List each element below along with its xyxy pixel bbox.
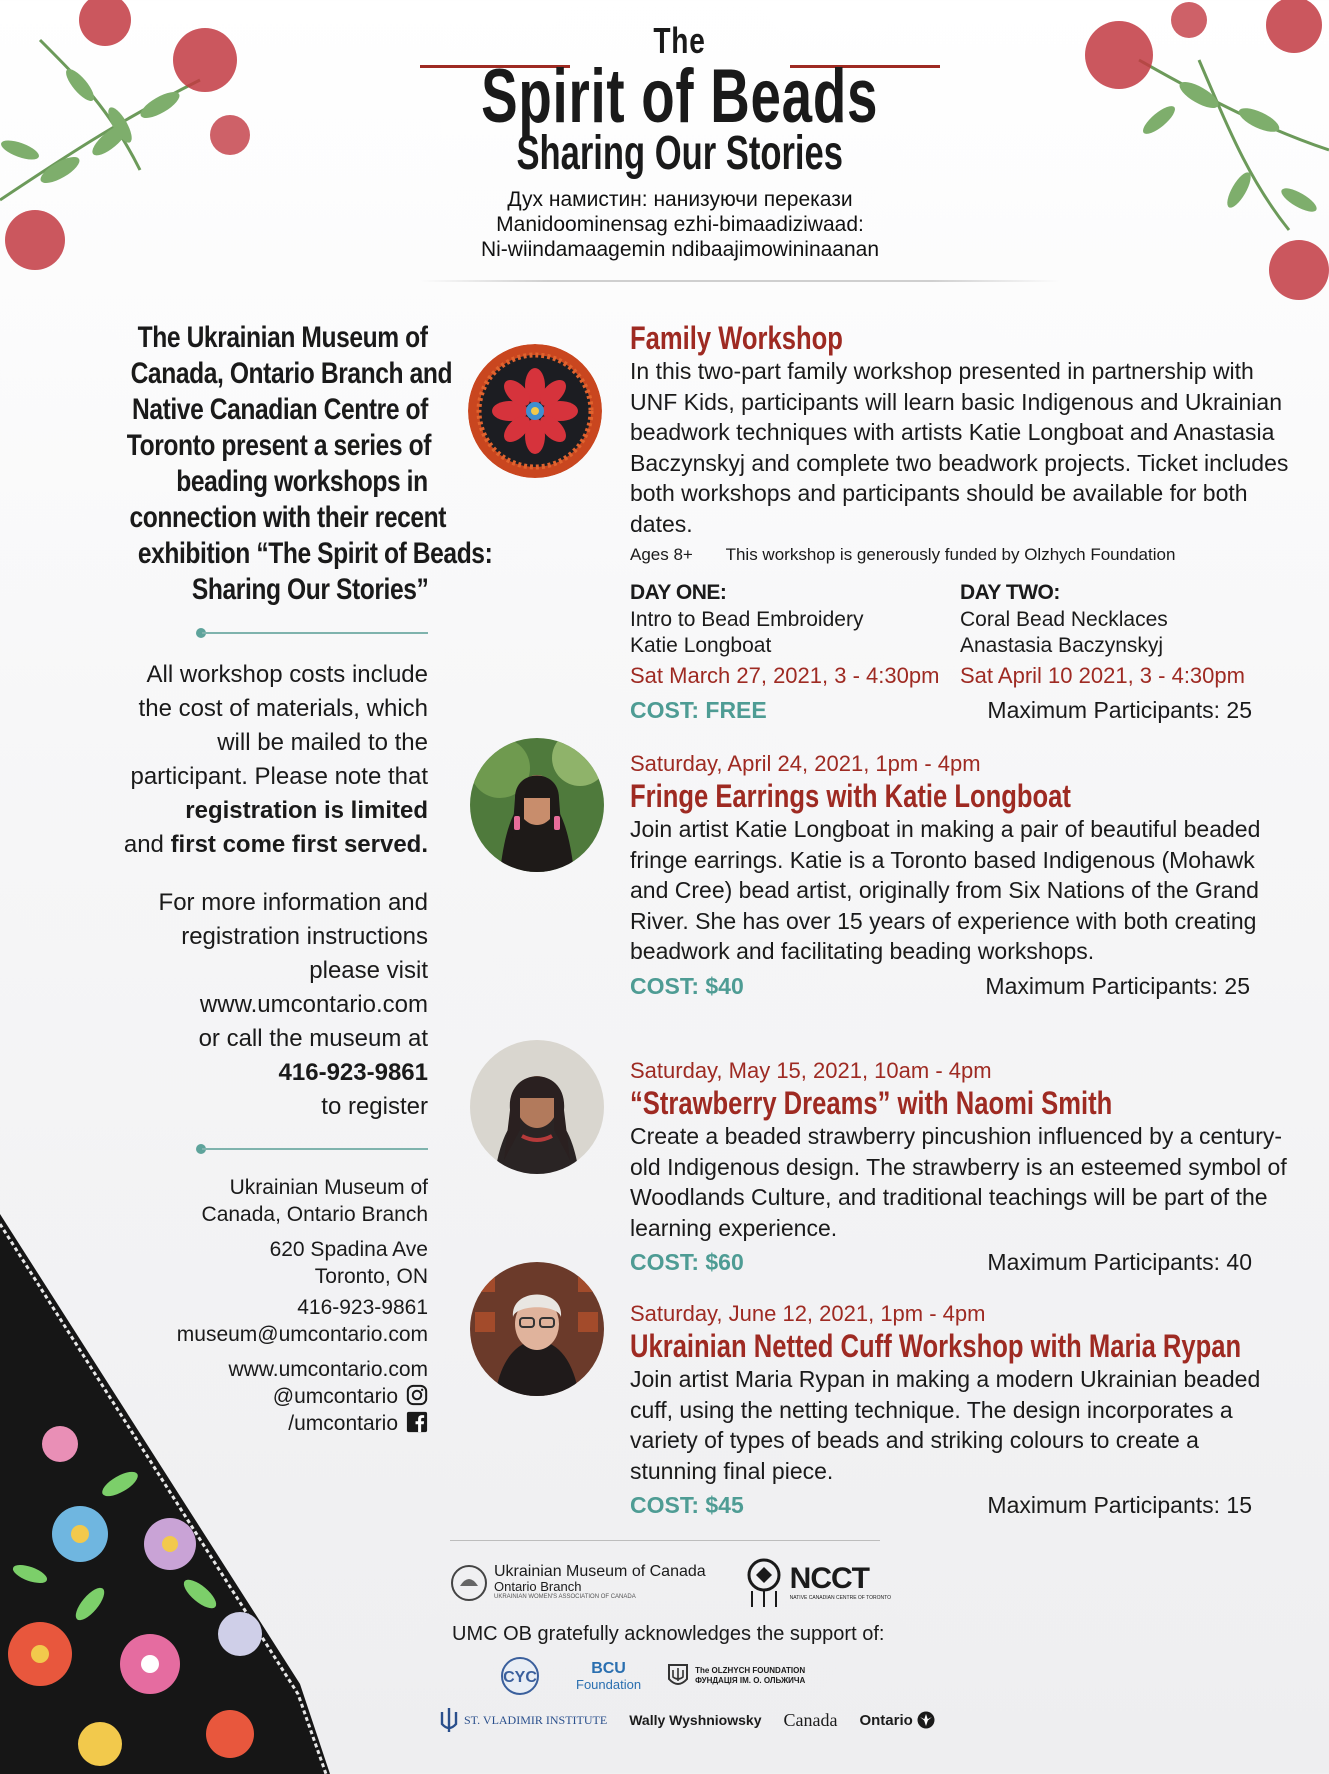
- ncct-logo: [744, 1557, 891, 1609]
- title-ukrainian: Дух намистин: нанизуючи перекази: [507, 188, 853, 211]
- street-address: 620 Spadina Ave: [269, 1238, 428, 1261]
- naomi-smith-portrait: [470, 1040, 604, 1174]
- sponsor-logos-row-2: [440, 1706, 1010, 1734]
- poster-header: [380, 20, 980, 262]
- title-ojibwe-2: Ni-wiindamaagemin ndibaajimowininaanan: [480, 238, 880, 261]
- canada-wordmark: Canada: [783, 1709, 838, 1730]
- ncct-subtitle: NATIVE CANADIAN CENTRE OF TORONTO: [789, 1595, 891, 1601]
- funding-note: This workshop is generously funded by Olzhych Foundation: [725, 545, 1176, 564]
- registration-limited: registration is limited: [185, 797, 428, 824]
- session-name: Coral Bead Necklaces: [960, 608, 1168, 631]
- footer-logos: [450, 1540, 1010, 1734]
- support-acknowledgement: UMC OB gratefully acknowledges the support of:: [452, 1623, 885, 1645]
- intro-text: [60, 320, 493, 608]
- contact-block: [60, 1174, 428, 1437]
- event-family-workshop: [630, 320, 1290, 729]
- facebook-handle[interactable]: /umcontario: [288, 1412, 398, 1435]
- contact-phone[interactable]: 416-923-9861: [297, 1296, 428, 1319]
- cost-note-line: the cost of materials, which: [138, 695, 428, 722]
- trillium-icon: [917, 1711, 935, 1729]
- event-description: Join artist Maria Rypan in making a modern Ukrainian beaded cuff, using the netting technique. The design incorporates a variety of types of beads and striking colours to create a stunning final piece.: [630, 1366, 1261, 1484]
- day-one: [630, 579, 960, 691]
- umc-branch: Ontario Branch: [494, 1579, 582, 1594]
- sponsor-logos-row-1: [490, 1656, 1010, 1696]
- cost-note-line: participant. Please note that: [130, 763, 428, 790]
- day-heading: DAY TWO:: [960, 581, 1060, 604]
- event-description: In this two-part family workshop presented in partnership with UNF Kids, participants will learn basic Indigenous and Ukrainian beadwork techniques with artists Katie Longboat and Anastasia Baczynskyj and complete two beadwork projects. Ticket includes both workshops and participants should be available for both dates.: [630, 358, 1289, 537]
- trident-shield-icon: [667, 1663, 689, 1689]
- title-the: The: [653, 20, 707, 61]
- day-schedule: [630, 579, 1290, 691]
- instagram-handle[interactable]: @umcontario: [272, 1385, 398, 1408]
- dreamcatcher-icon: [744, 1557, 784, 1609]
- st-vladimir-name: ST. VLADIMIR INSTITUTE: [464, 1712, 608, 1727]
- footer-divider: [450, 1540, 880, 1541]
- beadwork-medallion-image: [468, 344, 602, 478]
- umc-emblem-icon: [450, 1564, 488, 1602]
- cost-note-line: All workshop costs include: [146, 661, 428, 688]
- info-line: to register: [321, 1093, 428, 1120]
- katie-longboat-portrait: [470, 738, 604, 872]
- age-requirement: Ages 8+: [630, 545, 693, 564]
- organizer-logos: [450, 1557, 1010, 1609]
- umc-association: UKRAINIAN WOMEN'S ASSOCIATION OF CANADA: [494, 1594, 636, 1600]
- umc-name: Ukrainian Museum of Canada: [494, 1563, 706, 1580]
- cost-row: [630, 973, 1290, 1005]
- city: Toronto, ON: [314, 1265, 428, 1288]
- max-participants: Maximum Participants: 15: [987, 1492, 1252, 1518]
- info-line: or call the museum at: [198, 1025, 428, 1052]
- event-cost: COST: FREE: [630, 697, 767, 723]
- intro-line: Canada, Ontario Branch and: [130, 357, 453, 390]
- instagram-row[interactable]: [60, 1383, 428, 1410]
- org-name: Canada, Ontario Branch: [201, 1203, 428, 1226]
- info-note: [60, 886, 428, 1124]
- cost-row: [630, 697, 1290, 729]
- intro-line: Sharing Our Stories”: [191, 573, 428, 606]
- left-column: [60, 320, 493, 1437]
- event-notes: [630, 545, 1290, 565]
- olzhych-name-en: The OLZHYCH FOUNDATION: [695, 1666, 806, 1675]
- cyc-logo-icon: [490, 1656, 550, 1696]
- session-date: Sat April 10 2021, 3 - 4:30pm: [960, 663, 1245, 688]
- bcu-foundation-logo: [576, 1661, 641, 1692]
- session-artist: Anastasia Baczynskyj: [960, 634, 1164, 657]
- ontario-logo: [859, 1711, 934, 1729]
- info-line: registration instructions: [181, 923, 428, 950]
- session-name: Intro to Bead Embroidery: [630, 608, 864, 631]
- event-description: Join artist Katie Longboat in making a pair of beautiful beaded fringe earrings. Katie is a Toronto based Indigenous (Mohawk and Cree) bead artist, originally from Six Nations of the Grand River. She has over 15 years of experience with both creating beadwork and facilitating beading workshops.: [630, 816, 1261, 964]
- contact-website[interactable]: www.umcontario.com: [228, 1358, 428, 1381]
- maria-rypan-portrait: [470, 1262, 604, 1396]
- intro-line: The Ukrainian Museum of: [138, 321, 428, 354]
- event-description: Create a beaded strawberry pincushion influenced by a century-old Indigenous design. The strawberry is an esteemed symbol of Woodlands Culture, and traditional teachings will be part of the learning experience.: [630, 1123, 1287, 1241]
- section-divider: [196, 1142, 428, 1156]
- first-come-first-served: first come first served.: [170, 831, 428, 858]
- event-cost: COST: $45: [630, 1492, 744, 1518]
- intro-line: exhibition “The Spirit of Beads:: [137, 537, 493, 570]
- event-cost: COST: $40: [630, 972, 744, 999]
- st-vladimir-logo: [440, 1706, 607, 1734]
- cost-row: [630, 1492, 1290, 1524]
- event-strawberry-dreams: [630, 1057, 1290, 1281]
- intro-line: Toronto present a series of: [126, 429, 432, 462]
- svg-text:CYC: CYC: [503, 1669, 537, 1686]
- wally-wyshniowsky-logo: Wally Wyshniowsky: [629, 1712, 762, 1728]
- cost-note: [60, 658, 428, 862]
- intro-line: Native Canadian Centre of: [132, 393, 428, 426]
- facebook-row[interactable]: [60, 1410, 428, 1437]
- title-ojibwe-1: Manidoominensag ezhi-bimaadiziwaad:: [496, 213, 864, 236]
- instagram-icon: [406, 1384, 428, 1406]
- page-subtitle: Sharing Our Stories: [516, 127, 844, 180]
- session-date: Sat March 27, 2021, 3 - 4:30pm: [630, 663, 940, 688]
- page-title: Spirit of Beads: [481, 54, 879, 139]
- ontario-wordmark: Ontario: [859, 1711, 913, 1729]
- event-date: Saturday, May 15, 2021, 10am - 4pm: [630, 1058, 992, 1083]
- ncct-name: NCCT: [789, 1562, 869, 1595]
- event-title: Ukrainian Netted Cuff Workshop with Maria Rypan: [630, 1328, 1242, 1364]
- floral-decoration-top-right: [1029, 0, 1329, 310]
- bcu-name: BCU: [591, 1659, 626, 1677]
- max-participants: Maximum Participants: 25: [985, 972, 1250, 999]
- event-netted-cuff: [630, 1300, 1290, 1524]
- section-divider: [196, 626, 428, 640]
- bcu-subtitle: Foundation: [576, 1676, 642, 1692]
- cost-note-and: and: [123, 831, 164, 858]
- day-heading: DAY ONE:: [630, 581, 727, 604]
- contact-email[interactable]: museum@umcontario.com: [176, 1323, 428, 1346]
- intro-line: connection with their recent: [129, 501, 447, 534]
- event-date: Saturday, June 12, 2021, 1pm - 4pm: [630, 1301, 986, 1326]
- event-cost: COST: $60: [630, 1249, 744, 1275]
- event-title: Fringe Earrings with Katie Longboat: [630, 778, 1071, 814]
- max-participants: Maximum Participants: 25: [987, 697, 1252, 723]
- facebook-icon: [406, 1411, 428, 1433]
- olzhych-name-ua: ФУНДАЦІЯ ІМ. О. ОЛЬЖИЧА: [695, 1676, 806, 1685]
- session-artist: Katie Longboat: [630, 634, 772, 657]
- org-name: Ukrainian Museum of: [229, 1176, 428, 1199]
- floral-decoration-top-left: [0, 0, 300, 300]
- event-fringe-earrings: [630, 750, 1290, 1005]
- event-date: Saturday, April 24, 2021, 1pm - 4pm: [630, 751, 981, 776]
- info-line: For more information and: [158, 889, 428, 916]
- intro-line: beading workshops in: [176, 465, 428, 498]
- umc-logo: [450, 1564, 706, 1602]
- header-divider: [420, 280, 1060, 282]
- max-participants: Maximum Participants: 40: [987, 1249, 1252, 1275]
- event-title: Family Workshop: [630, 320, 843, 356]
- day-two: [960, 579, 1290, 691]
- event-title: “Strawberry Dreams” with Naomi Smith: [630, 1085, 1113, 1121]
- info-line: please visit: [309, 957, 428, 984]
- phone-number[interactable]: 416-923-9861: [278, 1059, 428, 1086]
- trident-icon: [440, 1706, 458, 1734]
- cost-note-line: will be mailed to the: [217, 729, 428, 756]
- website-link[interactable]: www.umcontario.com: [199, 991, 428, 1018]
- olzhych-foundation-logo: [667, 1663, 805, 1689]
- cost-row: [630, 1249, 1290, 1281]
